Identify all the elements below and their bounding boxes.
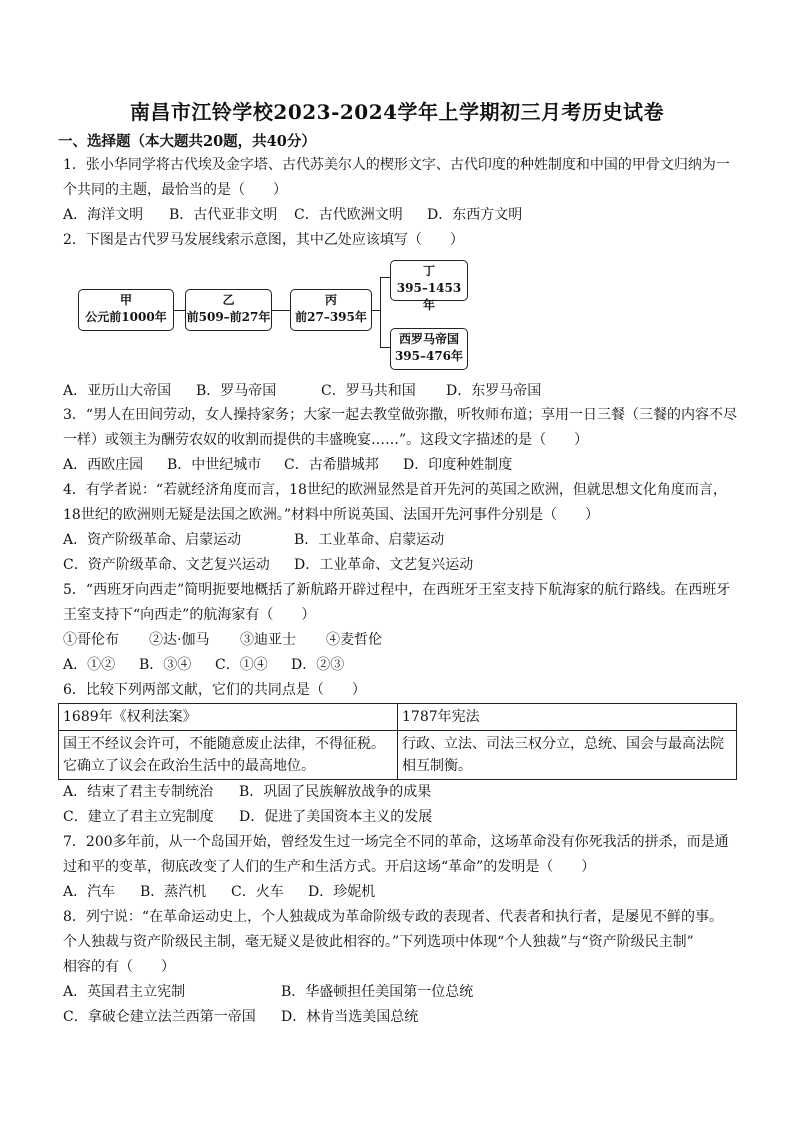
connector-line — [380, 277, 390, 278]
table-header-cell: 1689年《权利法案》 — [59, 704, 398, 731]
q1-option-b[interactable]: B．古代亚非文明 — [169, 207, 278, 223]
q6-comparison-table — [58, 703, 737, 780]
q4-option-a[interactable]: A．资产阶级革命、启蒙运动 — [63, 532, 242, 548]
q2-option-c[interactable]: C．罗马共和国 — [321, 383, 416, 399]
q3-option-a[interactable]: A．西欧庄园 — [63, 457, 144, 473]
q4-option-d[interactable]: D．工业革命、文艺复兴运动 — [294, 557, 474, 573]
q2-option-d[interactable]: D．东罗马帝国 — [446, 383, 542, 399]
q6-option-c[interactable]: C．建立了君主立宪制度 — [63, 809, 214, 825]
connector-line — [380, 347, 390, 348]
q5-items — [63, 630, 382, 650]
q3-stem-line1: 3．“男人在田间劳动，女人操持家务；大家一起去教堂做弥撒，听牧师布道；享用一日三餐（三餐的内容不尽 — [63, 407, 738, 423]
q6-option-a[interactable]: A．结束了君主专制统治 — [63, 784, 214, 800]
q7-options — [63, 882, 375, 902]
table-cell: 国王不经议会许可，不能随意废止法律，不得征税。它确立了议会在政治生活中的最高地位。 — [59, 731, 398, 780]
q8-options-row1 — [63, 982, 473, 1002]
q3-option-c[interactable]: C．古希腊城邦 — [284, 457, 379, 473]
connector-line — [272, 310, 290, 311]
connector-line — [174, 310, 185, 311]
box-ding-date: 395–1453年 — [396, 281, 462, 312]
q5-option-d[interactable]: D．②③ — [291, 657, 345, 673]
q1-option-a[interactable]: A．海洋文明 — [63, 207, 144, 223]
q3-option-d[interactable]: D．印度种姓制度 — [403, 457, 513, 473]
box-jia-date: 公元前1000年 — [85, 310, 167, 324]
q1-options — [63, 205, 522, 225]
q7-option-b[interactable]: B．蒸汽机 — [140, 884, 207, 900]
diagram-box-jia — [78, 289, 174, 331]
table-header-cell: 1787年宪法 — [398, 704, 737, 731]
connector-line — [372, 310, 380, 311]
q1-option-d[interactable]: D．东西方文明 — [427, 207, 523, 223]
q8-option-c[interactable]: C．拿破仑建立法兰西第一帝国 — [63, 1009, 256, 1025]
q1-option-c[interactable]: C．古代欧洲文明 — [294, 207, 403, 223]
box-yi-name: 乙 — [222, 293, 235, 307]
q2-options — [63, 381, 541, 401]
q8-stem-line1: 8．列宁说：“在革命运动史上，个人独裁成为革命阶级专政的表现者、代表者和执行者，是屡见不鲜的事。 — [63, 909, 724, 925]
q2-stem-line1: 2．下图是古代罗马发展线索示意图，其中乙处应该填写（ ） — [63, 232, 464, 248]
diagram-box-bing — [290, 289, 372, 331]
q7-stem-line2: 过和平的变革，彻底改变了人们的生产和生活方式。开启这场“革命”的发明是（ ） — [63, 859, 596, 875]
box-bing-name: 丙 — [324, 293, 337, 307]
q8-options-row2 — [63, 1007, 418, 1027]
diagram-box-west-rome — [390, 328, 468, 370]
q5-option-c[interactable]: C．①④ — [215, 657, 268, 673]
q2-option-b[interactable]: B．罗马帝国 — [196, 383, 277, 399]
q7-option-a[interactable]: A．汽车 — [63, 884, 116, 900]
q6-option-b[interactable]: B．巩固了民族解放战争的成果 — [239, 784, 432, 800]
q8-stem-line2: 个人独裁与资产阶级民主制，毫无疑义是彼此相容的。”下列选项中体现“个人独裁”与“资产阶级民主制” — [63, 934, 694, 950]
q7-option-d[interactable]: D．珍妮机 — [308, 884, 376, 900]
table-cell: 行政、立法、司法三权分立，总统、国会与最高法院相互制衡。 — [398, 731, 737, 780]
q8-option-d[interactable]: D．林肯当选美国总统 — [281, 1009, 419, 1025]
box-bing-date: 前27–395年 — [295, 310, 367, 324]
q6-options-row1 — [63, 782, 431, 802]
q4-stem-line2: 18世纪的欧洲则无疑是法国之欧洲。”材料中所说英国、法国开先河事件分别是（ ） — [63, 507, 599, 523]
q4-option-c[interactable]: C．资产阶级革命、文艺复兴运动 — [63, 557, 270, 573]
q5-stem-line2: 王室支持下“向西走”的航海家有（ ） — [63, 607, 316, 623]
q6-stem-line1: 6．比较下列两部文献，它们的共同点是（ ） — [63, 682, 366, 698]
q5-option-a[interactable]: A．①② — [63, 657, 116, 673]
section-header: 一、选择题（本大题共20题，共40分） — [58, 133, 316, 150]
q1-stem-line1: 1．张小华同学将古代埃及金字塔、古代苏美尔人的楔形文字、古代印度的种姓制度和中国的甲骨文归纳为一 — [63, 157, 730, 173]
q5-stem-line1: 5．“西班牙向西走”简明扼要地概括了新航路开辟过程中，在西班牙王室支持下航海家的航行路线。在西班牙 — [63, 582, 731, 598]
page-title: 南昌市江铃学校2023-2024学年上学期初三月考历史试卷 — [129, 100, 665, 124]
q6-options-row2 — [63, 807, 432, 827]
diagram-box-ding — [390, 260, 468, 312]
q3-options — [63, 455, 512, 475]
rome-timeline-diagram — [78, 258, 478, 374]
q8-option-a[interactable]: A．英国君主立宪制 — [63, 984, 186, 1000]
box-yi-date: 前509–前27年 — [186, 310, 271, 324]
diagram-box-yi — [185, 289, 272, 331]
box-ding-name: 丁 — [422, 264, 435, 278]
q7-stem-line1: 7．200多年前，从一个岛国开始，曾经发生过一场完全不同的革命，这场革命没有你死我活的拼杀，而是通 — [63, 834, 729, 850]
branch-line — [380, 277, 381, 348]
q1-stem-line2: 个共同的主题，最恰当的是（ ） — [63, 182, 287, 198]
q5-item-3: ③迪亚士 — [240, 632, 296, 648]
box-west-name: 西罗马帝国 — [398, 332, 459, 346]
q8-stem-line3: 相容的有（ ） — [63, 959, 175, 975]
q5-item-1: ①哥伦布 — [63, 632, 119, 648]
q5-options — [63, 655, 344, 675]
q4-options-row1 — [63, 530, 444, 550]
q5-option-b[interactable]: B．③④ — [139, 657, 192, 673]
q4-stem-line1: 4．有学者说：“若就经济角度而言，18世纪的欧洲显然是首开先河的英国之欧洲，但就思想文化角度而言， — [63, 482, 727, 498]
q5-item-4: ④麦哲伦 — [326, 632, 382, 648]
q4-options-row2 — [63, 555, 473, 575]
q6-option-d[interactable]: D．促进了美国资本主义的发展 — [239, 809, 433, 825]
q4-option-b[interactable]: B．工业革命、启蒙运动 — [294, 532, 445, 548]
q5-item-2: ②达·伽马 — [149, 632, 210, 648]
q3-stem-line2: 一样）或领主为酬劳农奴的收割而提供的丰盛晚宴……”。这段文字描述的是（ ） — [63, 432, 589, 448]
q7-option-c[interactable]: C．火车 — [231, 884, 284, 900]
box-west-date: 395–476年 — [394, 349, 464, 363]
q8-option-b[interactable]: B．华盛顿担任美国第一位总统 — [281, 984, 474, 1000]
box-jia-name: 甲 — [119, 293, 132, 307]
q2-option-a[interactable]: A．亚历山大帝国 — [63, 383, 172, 399]
q3-option-b[interactable]: B．中世纪城市 — [167, 457, 262, 473]
